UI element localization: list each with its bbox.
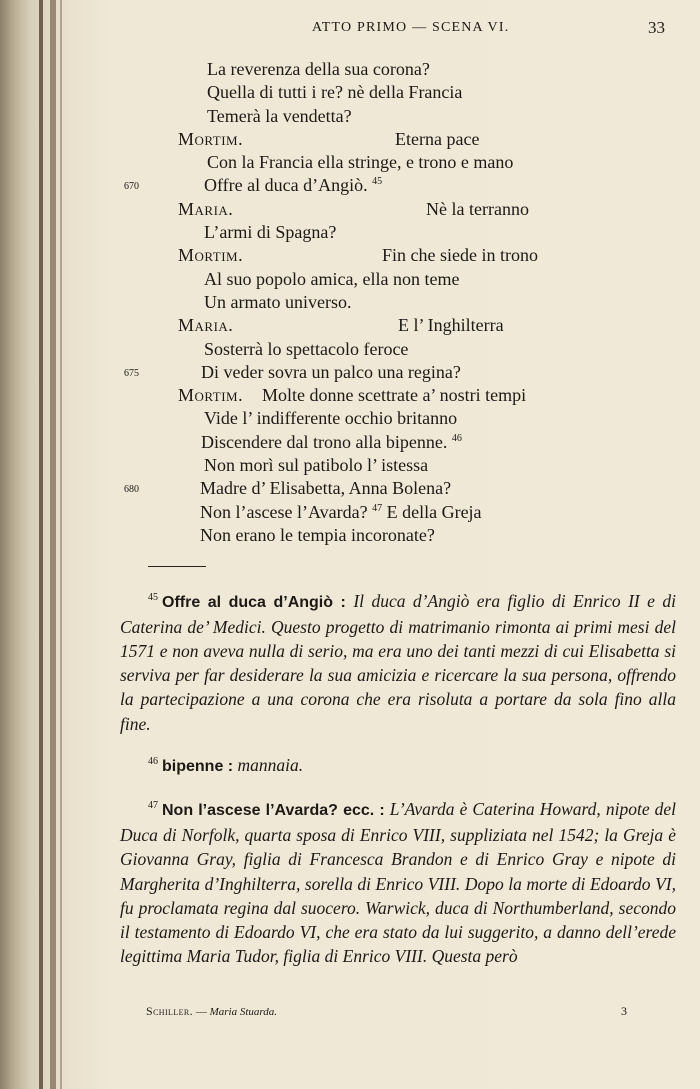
verse-line xyxy=(0,268,700,291)
verse-line xyxy=(0,105,700,128)
page-footer xyxy=(0,1004,700,1024)
verse-words: Eterna pace xyxy=(395,128,480,149)
verse-text xyxy=(201,361,461,384)
speaker-name: Mortim. xyxy=(178,128,244,149)
footnote-gloss: Il duca d’Angiò era figlio di Enrico II e di Caterina de’ Medici. Questo progetto di matrimanio rimonta ai primi mesi del 1571 e non aveva nulla di serio, ma era uno dei tanti mezzi di cui Elisabetta si serviva per far desiderare la sua amicizia e ricercare la sua persona, offrendo la partecipazione a una corona che era risoluta a portare da sola fino alla fine. xyxy=(120,590,677,734)
verse-words: Quella di tutti i re? nè della Francia xyxy=(207,82,463,103)
verse-line xyxy=(0,128,700,151)
verse-text xyxy=(207,81,462,104)
footnote-number: 45 xyxy=(148,591,158,603)
verse-line xyxy=(0,291,700,314)
footnote-gloss: L’Avarda è Caterina Howard, nipote del Duca di Norfolk, quarta sposa di Enrico VIII, suppliziata nel 1542; la Greja è Giovanna Gray, figlia di Francesca Brandon e di Enrico Gray e nipote di Margherita d’Inghilterra, sorella di Enrico VIII. Dopo la morte di Edoardo VI, fu proclamata regina dal suocero. Warwick, duca di Northumberland, secondo il testamento di Edoardo VI, che era stato da lui suggerito, a danno dell’erede legittima Maria Tudor, figlia di Enrico VIII. Questa però xyxy=(120,798,677,967)
verse-text xyxy=(426,198,529,221)
verse-line xyxy=(0,454,700,477)
verse-words: E l’ Inghilterra xyxy=(398,315,504,336)
page-header xyxy=(0,18,700,42)
verse-line xyxy=(0,174,700,197)
verse-text xyxy=(398,314,504,337)
verse-text xyxy=(201,431,462,454)
verse-line xyxy=(0,314,700,337)
verse-words: Sosterrà lo spettacolo feroce xyxy=(204,338,409,359)
line-number: 670 xyxy=(124,181,139,193)
verse-line xyxy=(0,384,700,407)
footnote-46 xyxy=(120,753,676,779)
verse-words: Molte donne scettrate a’ nostri tempi xyxy=(262,385,527,406)
verse-line xyxy=(0,221,700,244)
verse-words: Non l’ascese l’Avarda? xyxy=(200,501,368,522)
verse-text xyxy=(200,477,451,500)
verse-line xyxy=(0,198,700,221)
verse-text xyxy=(207,58,430,81)
footnote-marker: 45 xyxy=(372,176,383,188)
footnotes xyxy=(120,571,676,968)
verse-text xyxy=(262,384,526,407)
verse-text xyxy=(204,407,457,430)
speaker-name: Mortim. xyxy=(178,245,244,266)
footnote-marker: 46 xyxy=(451,432,462,444)
footnote-45 xyxy=(120,589,676,736)
verse-line xyxy=(0,477,700,500)
verse-line xyxy=(0,524,700,547)
verse-line xyxy=(0,151,700,174)
speaker-name: Maria. xyxy=(178,315,234,336)
verse-line xyxy=(0,407,700,430)
verse-text xyxy=(200,501,482,524)
verse-text xyxy=(207,151,513,174)
footnote-lemma: Offre al duca d’Angiò : xyxy=(162,593,346,611)
verse-text xyxy=(204,454,428,477)
verse-block xyxy=(0,58,700,547)
verse-words: Un armato universo. xyxy=(204,291,352,312)
verse-words: Nè la terranno xyxy=(426,198,529,219)
verse-words: Con la Francia ella stringe, e trono e mano xyxy=(207,152,514,173)
footnote-lemma: Non l’ascese l’Avarda? ecc. : xyxy=(162,801,385,819)
verse-text xyxy=(382,244,538,267)
verse-words: Offre al duca d’Angiò. xyxy=(204,175,368,196)
verse-line xyxy=(0,338,700,361)
footer-author: Schiller. xyxy=(146,1004,194,1018)
verse-text xyxy=(204,291,351,314)
verse-text xyxy=(204,268,459,291)
verse-text xyxy=(395,128,479,151)
verse-words: Di veder sovra un palco una regina? xyxy=(201,361,461,382)
verse-words: Discendere dal trono alla bipenne. xyxy=(201,431,448,452)
verse-line xyxy=(0,58,700,81)
footer-dash: — xyxy=(195,1006,207,1018)
running-title: ATTO PRIMO — SCENA VI. xyxy=(312,20,510,35)
page-number: 33 xyxy=(648,18,665,37)
footnote-gloss: mannaia. xyxy=(237,755,304,776)
footnote-number: 47 xyxy=(148,799,158,811)
verse-line xyxy=(0,244,700,267)
footer-title: Maria Stuarda. xyxy=(209,1006,277,1018)
speaker-name: Mortim. xyxy=(178,385,244,406)
signature-line xyxy=(146,1004,277,1019)
verse-text xyxy=(204,221,336,244)
signature-mark: 3 xyxy=(621,1004,627,1018)
verse-text xyxy=(200,524,435,547)
footnote-number: 46 xyxy=(148,756,158,768)
footnote-47 xyxy=(120,797,676,968)
verse-text xyxy=(204,174,382,197)
verse-words: Madre d’ Elisabetta, Anna Bolena? xyxy=(200,478,452,499)
verse-line xyxy=(0,431,700,454)
verse-words: La reverenza della sua corona? xyxy=(207,59,430,79)
verse-line xyxy=(0,361,700,384)
verse-words: Vide l’ indifferente occhio britanno xyxy=(204,408,458,429)
footnote-lemma: bipenne : xyxy=(162,758,234,776)
verse-line xyxy=(0,81,700,104)
verse-words: Temerà la vendetta? xyxy=(207,105,352,126)
verse-words: Al suo popolo amica, ella non teme xyxy=(204,268,460,289)
verse-line xyxy=(0,501,700,524)
verse-words: Non morì sul patibolo l’ istessa xyxy=(204,455,429,476)
footnote-rule xyxy=(148,566,206,567)
line-number: 675 xyxy=(124,367,139,379)
verse-words: Fin che siede in trono xyxy=(382,245,538,266)
verse-words: L’armi di Spagna? xyxy=(204,222,337,243)
speaker-name: Maria. xyxy=(178,198,234,219)
footnote-marker: 47 xyxy=(372,502,383,514)
verse-text xyxy=(207,105,352,128)
verse-words: Non erano le tempia incoronate? xyxy=(200,524,435,545)
verse-words-continued: E della Greja xyxy=(386,501,482,522)
line-number: 680 xyxy=(124,484,139,496)
verse-text xyxy=(204,338,408,361)
